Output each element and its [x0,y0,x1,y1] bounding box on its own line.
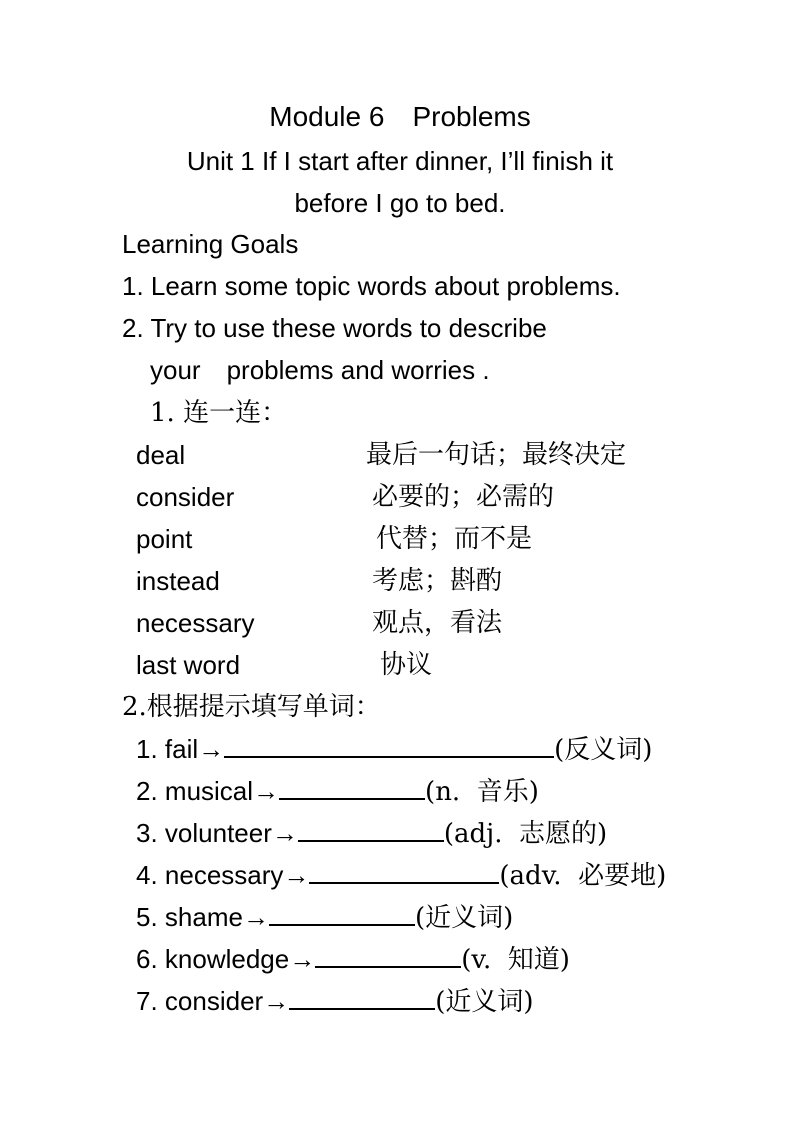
fill-hint: (n. 音乐) [425,777,539,807]
fill-hint: (近义词) [414,903,514,933]
match-left-instead: instead [136,566,220,596]
match-left-consider: consider [136,482,235,512]
match-left-deal: deal [136,440,186,470]
fill-prompt: 3. volunteer→ [136,818,298,848]
fill-prompt: 7. consider→ [136,986,290,1016]
answer-blank[interactable] [289,986,435,1010]
fill-prompt: 5. shame→ [136,902,269,932]
fill-hint: (adv. 必要地) [499,861,667,891]
match-right-3: 代替；而不是 [376,524,533,554]
learning-goals-heading: Learning Goals [122,229,299,259]
answer-blank[interactable] [224,734,554,758]
module-title: Module 6 Problems [269,101,531,132]
answer-blank[interactable] [269,902,415,926]
fill-row-4 [136,860,666,891]
fill-hint: (v. 知道) [461,945,570,975]
answer-blank[interactable] [315,944,461,968]
match-right-1: 最后一句话；最终决定 [366,440,627,470]
match-left-point: point [136,524,193,554]
answer-blank[interactable] [279,776,425,800]
section-1-heading: 1. 连一连： [150,398,288,428]
fill-row-3 [136,818,607,849]
fill-row-7 [136,986,533,1017]
fill-row-2 [136,776,539,807]
answer-blank[interactable] [298,818,444,842]
fill-prompt: 2. musical→ [136,776,280,806]
match-left-necessary: necessary [136,608,255,638]
fill-hint: (adj. 志愿的) [443,819,608,849]
match-right-2: 必要的；必需的 [372,482,555,512]
unit-title-line2: before I go to bed. [294,188,506,218]
match-right-6: 协议 [380,650,433,680]
unit-title-line1: Unit 1 If I start after dinner, I’ll finish it [186,146,614,176]
goal-2-line2: your problems and worries . [150,355,490,385]
match-right-4: 考虑；斟酌 [372,566,503,596]
fill-prompt: 4. necessary→ [136,860,310,890]
fill-hint: (反义词) [554,735,653,765]
section-2-heading: 2.根据提示填写单词： [122,692,381,722]
answer-blank[interactable] [309,860,499,884]
match-right-5: 观点，看法 [372,608,503,638]
fill-row-1 [136,734,652,765]
goal-1: 1. Learn some topic words about problems. [122,271,621,301]
goal-2-line1: 2. Try to use these words to describe [122,313,547,343]
fill-row-5 [136,902,513,933]
fill-prompt: 1. fail→ [136,734,225,764]
fill-hint: (近义词) [435,987,534,1017]
fill-row-6 [136,944,570,975]
match-left-last-word: last word [136,650,241,680]
fill-prompt: 6. knowledge→ [136,944,316,974]
